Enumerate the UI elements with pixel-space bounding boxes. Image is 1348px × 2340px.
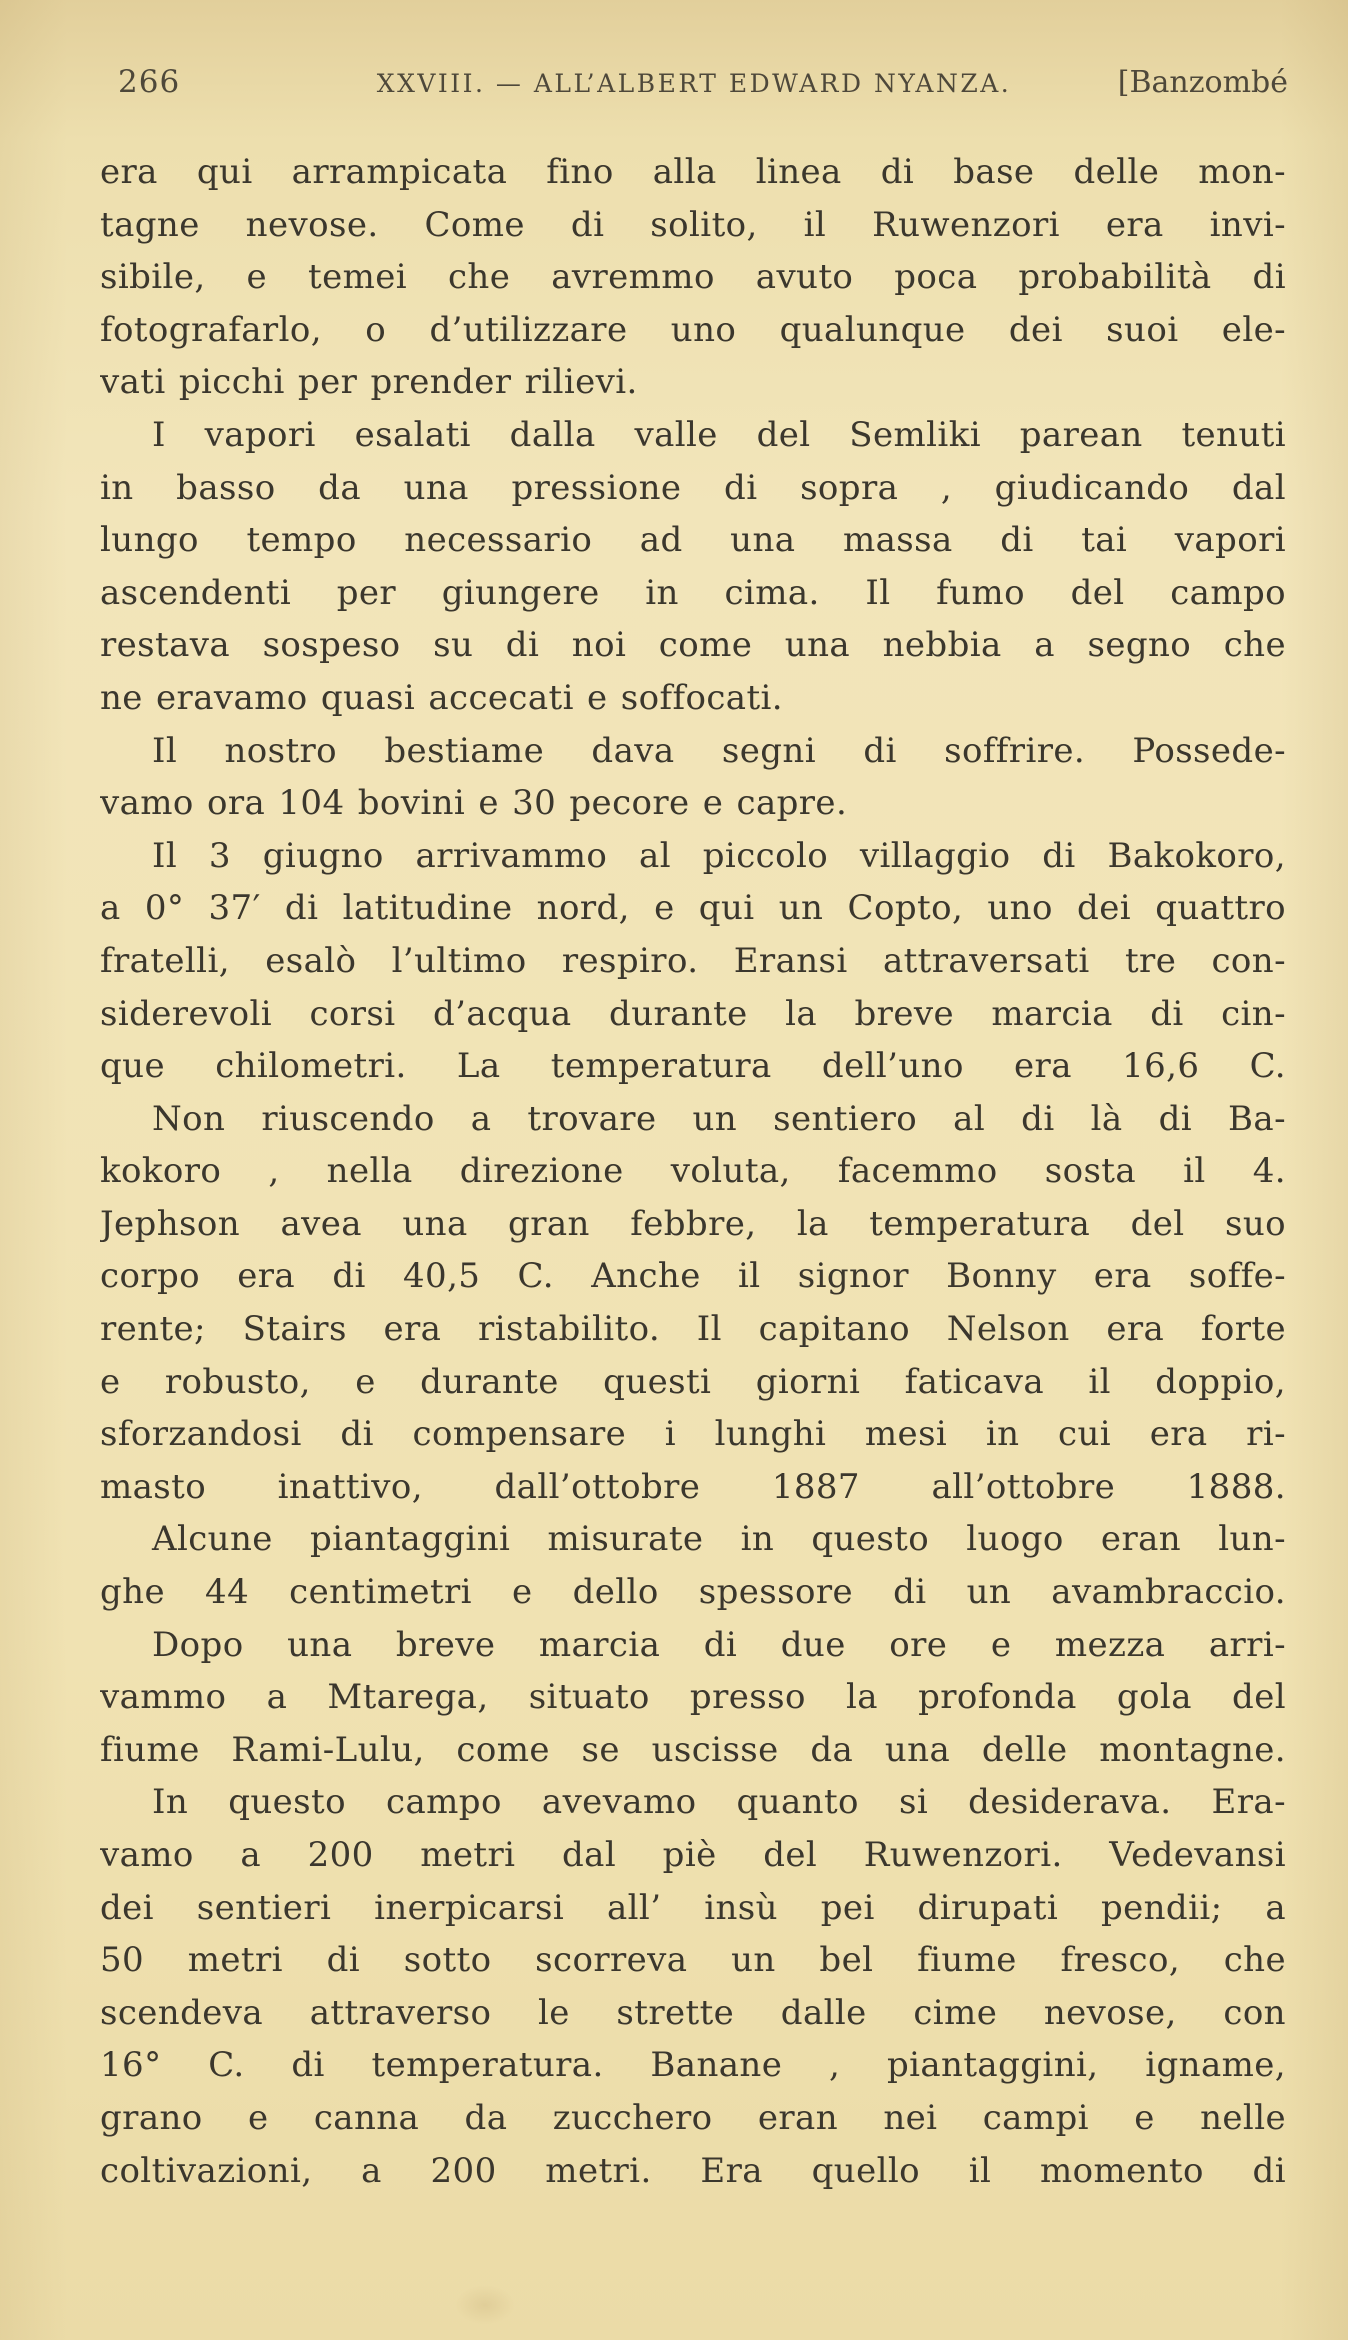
text-line: in basso da una pressione di sopra , giudicando dal	[100, 467, 1286, 508]
text-line: vammo a Mtarega, situato presso la profonda gola del	[100, 1677, 1286, 1718]
text-line: ghe 44 centimetri e dello spessore di un avambraccio.	[100, 1572, 1286, 1613]
page-number: 266	[118, 64, 181, 100]
text-line: ascendenti per giungere in cima. Il fumo del campo	[100, 572, 1286, 613]
text-line: grano e canna da zucchero eran nei campi e nelle	[100, 2097, 1286, 2138]
text-line: coltivazioni, a 200 metri. Era quello il momento di	[100, 2150, 1286, 2191]
text-line: 16° C. di temperatura. Banane , piantaggini, igname,	[100, 2045, 1286, 2086]
text-line: vati picchi per prender rilievi.	[100, 362, 638, 403]
text-line: e robusto, e durante questi giorni faticava il doppio,	[100, 1361, 1286, 1402]
text-line: Il 3 giugno arrivammo al piccolo villaggio di Bakokoro,	[152, 835, 1286, 876]
text-line: Dopo una breve marcia di due ore e mezza arri-	[152, 1624, 1286, 1665]
text-line: era qui arrampicata fino alla linea di base delle mon-	[100, 152, 1286, 192]
text-line: fratelli, esalò l’ultimo respiro. Eransi attraversati tre con-	[100, 940, 1286, 981]
catchword: [Banzombé	[1117, 65, 1288, 100]
text-line: Il nostro bestiame dava segni di soffrire. Possede-	[152, 730, 1286, 771]
text-line: I vapori esalati dalla valle del Semliki parean tenuti	[152, 414, 1286, 455]
text-line: vamo a 200 metri dal piè del Ruwenzori. Vedevansi	[100, 1835, 1286, 1875]
text-line: dei sentieri inerpicarsi all’ insù pei dirupati pendii; a	[100, 1887, 1286, 1928]
page-header	[100, 64, 1288, 100]
body-text	[100, 146, 1286, 2197]
text-line: sibile, e temei che avremmo avuto poca probabilità di	[100, 257, 1286, 298]
text-line: Jephson avea una gran febbre, la temperatura del suo	[100, 1203, 1286, 1244]
text-line: lungo tempo necessario ad una massa di tai vapori	[100, 520, 1286, 561]
text-line: 50 metri di sotto scorreva un bel fiume fresco, che	[100, 1940, 1286, 1981]
text-line: vamo ora 104 bovini e 30 pecore e capre.	[100, 783, 848, 824]
text-line: que chilometri. La temperatura dell’uno era 16,6 C.	[100, 1046, 1286, 1087]
text-line: fiume Rami-Lulu, come se uscisse da una delle montagne.	[100, 1729, 1286, 1770]
text-line: tagne nevose. Come di solito, il Ruwenzori era invi-	[100, 204, 1286, 245]
text-line: ne eravamo quasi accecati e soffocati.	[100, 677, 784, 718]
text-line: kokoro , nella direzione voluta, facemmo sosta il 4.	[100, 1151, 1286, 1192]
text-line: siderevoli corsi d’acqua durante la breve marcia di cin-	[100, 993, 1286, 1034]
text-line: Non riuscendo a trovare un sentiero al di là di Ba-	[152, 1098, 1286, 1139]
running-title: XXVIII. — ALL’ALBERT EDWARD NYANZA.	[376, 69, 1012, 98]
text-line: Alcune piantaggini misurate in questo luogo eran lun-	[152, 1519, 1286, 1560]
text-line: scendeva attraverso le strette dalle cime nevose, con	[100, 1992, 1286, 2033]
text-line: fotografarlo, o d’utilizzare uno qualunque dei suoi ele-	[100, 309, 1286, 350]
text-line: a 0° 37′ di latitudine nord, e qui un Copto, uno dei quattro	[100, 888, 1286, 929]
text-line: sforzandosi di compensare i lunghi mesi in cui era ri-	[100, 1414, 1286, 1455]
text-line: rente; Stairs era ristabilito. Il capitano Nelson era forte	[100, 1309, 1286, 1350]
text-line: masto inattivo, dall’ottobre 1887 all’ottobre 1888.	[100, 1466, 1286, 1507]
text-line: corpo era di 40,5 C. Anche il signor Bonny era soffe-	[100, 1256, 1286, 1297]
text-line: restava sospeso su di noi come una nebbia a segno che	[100, 625, 1286, 666]
text-line: In questo campo avevamo quanto si desiderava. Era-	[152, 1782, 1286, 1823]
